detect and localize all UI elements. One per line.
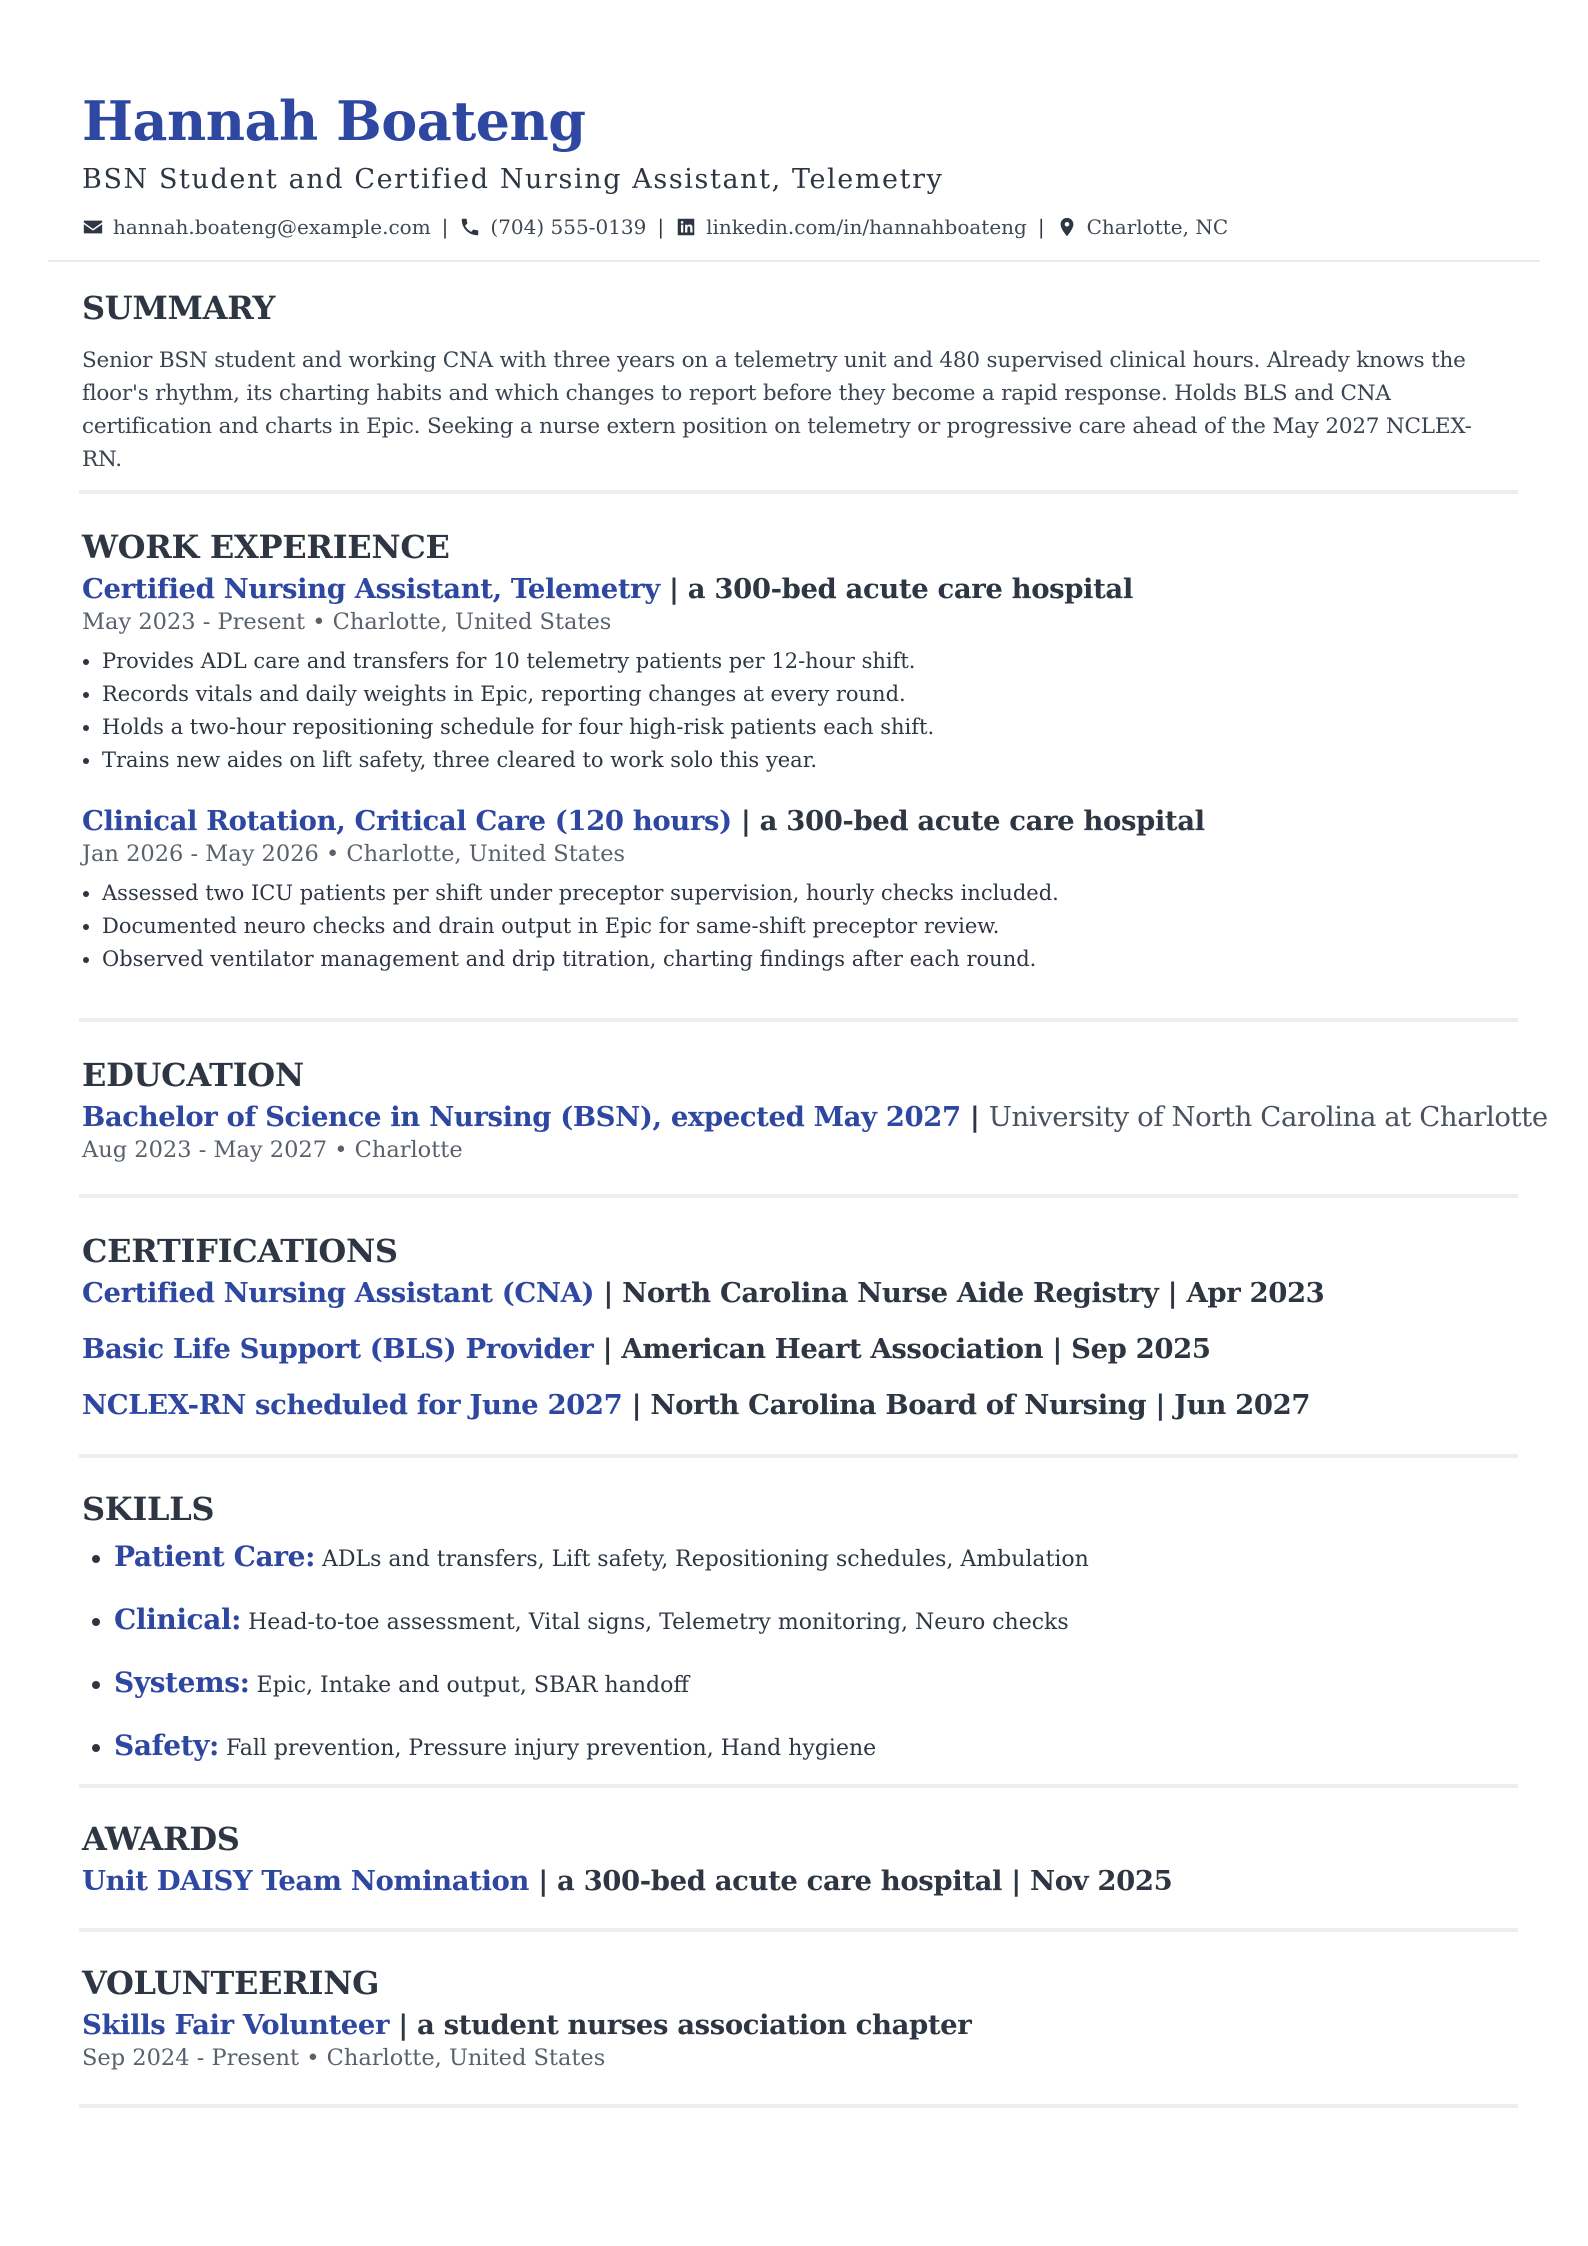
section-heading: AWARDS <box>82 1820 240 1858</box>
list-item: • Records vitals and daily weights in Epic, reporting changes at every round. <box>102 678 1508 711</box>
work-entry <box>82 571 1508 777</box>
phone-text: (704) 555-0139 <box>490 215 647 239</box>
summary-section <box>82 288 1508 476</box>
certification-list <box>82 1275 1508 1423</box>
degree-name: Bachelor of Science in Nursing (BSN), expected May 2027 <box>82 1101 961 1133</box>
list-item: • Trains new aides on lift safety, three cleared to work solo this year. <box>102 744 1508 777</box>
skill-item <box>114 1726 1508 1769</box>
section-divider <box>79 1784 1518 1788</box>
list-item: • Provides ADL care and transfers for 10 telemetry patients per 12-hour shift. <box>102 645 1508 678</box>
header-divider <box>48 260 1540 262</box>
contact-linkedin[interactable] <box>675 215 1027 239</box>
entry-bullets <box>82 877 1508 976</box>
contact-location <box>1056 215 1229 239</box>
section-heading: VOLUNTEERING <box>82 1964 380 2002</box>
section-divider <box>79 490 1518 494</box>
entry-meta: Sep 2024 - Present • Charlotte, United States <box>82 2045 606 2071</box>
certification-details: | North Carolina Board of Nursing | Jun 2027 <box>622 1389 1311 1421</box>
envelope-icon <box>82 216 104 238</box>
skill-values: Epic, Intake and output, SBAR handoff <box>249 1673 689 1698</box>
award-name: Unit DAISY Team Nomination <box>82 1865 530 1897</box>
award-item <box>82 1863 1508 1899</box>
entry-organization: | a 300-bed acute care hospital <box>731 805 1205 837</box>
entry-heading <box>82 571 1508 607</box>
entry-role: Certified Nursing Assistant, Telemetry <box>82 573 660 605</box>
skill-category: Systems: <box>114 1666 250 1699</box>
candidate-name: Hannah Boateng <box>82 89 586 153</box>
skill-category: Clinical: <box>114 1603 242 1636</box>
list-item: • Documented neuro checks and drain output in Epic for same-shift preceptor review. <box>102 910 1508 943</box>
section-divider <box>79 1194 1518 1198</box>
section-divider <box>79 1018 1518 1022</box>
heading-separator: | <box>960 1101 989 1133</box>
skill-values: Head-to-toe assessment, Vital signs, Telemetry monitoring, Neuro checks <box>241 1610 1069 1635</box>
skill-values: ADLs and transfers, Lift safety, Repositioning schedules, Ambulation <box>315 1547 1089 1572</box>
certification-item <box>82 1331 1508 1367</box>
section-divider <box>79 1454 1518 1458</box>
education-section <box>82 1055 1548 1165</box>
skill-category: Patient Care: <box>114 1540 315 1573</box>
section-divider <box>79 1928 1518 1932</box>
entry-meta: Jan 2026 - May 2026 • Charlotte, United States <box>82 841 626 867</box>
linkedin-text: linkedin.com/in/hannahboateng <box>706 215 1027 239</box>
entry-heading <box>82 1099 1548 1135</box>
linkedin-icon <box>675 216 697 238</box>
list-item: • Holds a two-hour repositioning schedule for four high-risk patients each shift. <box>102 711 1508 744</box>
certification-item <box>82 1275 1508 1311</box>
email-text: hannah.boateng@example.com <box>113 215 431 239</box>
section-heading: SUMMARY <box>82 289 276 327</box>
skills-list <box>82 1537 1508 1769</box>
candidate-title: BSN Student and Certified Nursing Assistant, Telemetry <box>82 164 944 195</box>
skill-category: Safety: <box>114 1729 219 1762</box>
skills-section <box>82 1489 1508 1789</box>
entry-organization: | a student nurses association chapter <box>389 2009 972 2041</box>
contact-separator: | <box>1037 215 1045 239</box>
entry-bullets <box>82 645 1508 777</box>
volunteering-section <box>82 1963 1508 2073</box>
certification-name: Certified Nursing Assistant (CNA) <box>82 1277 595 1309</box>
section-heading: SKILLS <box>82 1490 215 1528</box>
skill-values: Fall prevention, Pressure injury prevention, Hand hygiene <box>218 1736 877 1761</box>
entry-organization: | a 300-bed acute care hospital <box>659 573 1133 605</box>
section-heading: CERTIFICATIONS <box>82 1232 398 1270</box>
skill-item <box>114 1600 1508 1643</box>
list-item: • Assessed two ICU patients per shift under preceptor supervision, hourly checks included. <box>102 877 1508 910</box>
entry-role: Skills Fair Volunteer <box>82 2009 390 2041</box>
certification-details: | American Heart Association | Sep 2025 <box>593 1333 1211 1365</box>
certifications-section <box>82 1231 1508 1443</box>
contact-email[interactable] <box>82 215 431 239</box>
map-pin-icon <box>1056 216 1078 238</box>
entry-meta: Aug 2023 - May 2027 • Charlotte <box>82 1137 463 1163</box>
contact-separator: | <box>441 215 449 239</box>
phone-icon <box>459 216 481 238</box>
awards-section <box>82 1819 1508 1899</box>
contact-line <box>82 215 1506 239</box>
skill-item <box>114 1537 1508 1580</box>
summary-text: Senior BSN student and working CNA with three years on a telemetry unit and 480 supervised clinical hours. Already knows the floor's rhythm, its charting habits and which changes to report before they become a rapid response. Holds BLS and CNA certification and charts in Epic. Seeking a nurse extern position on telemetry or progressive care ahead of the May 2027 NCLEX-RN. <box>82 348 1472 472</box>
certification-details: | North Carolina Nurse Aide Registry | Apr 2023 <box>594 1277 1325 1309</box>
work-entry <box>82 803 1508 976</box>
contact-separator: | <box>657 215 665 239</box>
entry-role: Clinical Rotation, Critical Care (120 hours) <box>82 805 732 837</box>
certification-item <box>82 1387 1508 1423</box>
skill-item <box>114 1663 1508 1706</box>
certification-name: Basic Life Support (BLS) Provider <box>82 1333 594 1365</box>
entry-heading <box>82 803 1508 839</box>
certification-name: NCLEX-RN scheduled for June 2027 <box>82 1389 623 1421</box>
resume-header <box>0 0 1588 239</box>
award-details: | a 300-bed acute care hospital | Nov 2025 <box>529 1865 1173 1897</box>
location-text: Charlotte, NC <box>1086 215 1229 239</box>
section-divider <box>79 2104 1518 2108</box>
work-experience-section <box>82 527 1508 976</box>
school-name: University of North Carolina at Charlotte <box>988 1101 1548 1133</box>
section-heading: WORK EXPERIENCE <box>82 528 450 566</box>
list-item: • Observed ventilator management and drip titration, charting findings after each round. <box>102 943 1508 976</box>
section-heading: EDUCATION <box>82 1056 304 1094</box>
entry-heading <box>82 2007 1508 2043</box>
entry-meta: May 2023 - Present • Charlotte, United States <box>82 609 612 635</box>
contact-phone[interactable] <box>459 215 646 239</box>
